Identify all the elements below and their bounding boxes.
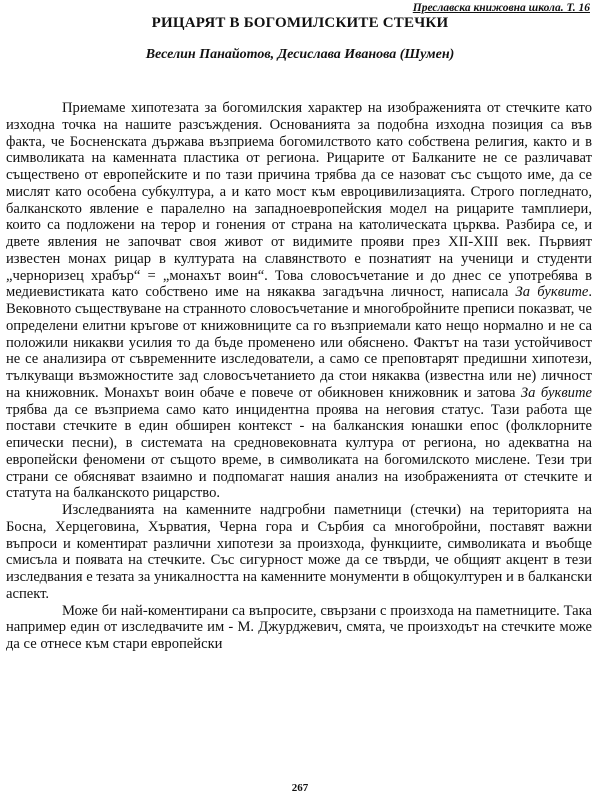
paragraph-text: Приемаме хипотезата за богомилския характер на изображенията от стечките като изходна точка на нашите разсъждения. Основанията за подобна изходна позиция са във факта, че Босненската държава възприема богомилството като собствена религия, както и в символиката на каменната пластика от региона. Рицарите от Балканите не се различават съществено от европейските и по тази причина трябва да се назоват със същото име, да се мислят като особена субкултура, а и като мост към евроцивилизацията. Строго погледнато, балканското явление е паралелно на западноевропейския модел на рицарите тамплиери, които са подложени на терор и гонения от страна на католическата църква. Разбира се, и двете явления не започват своя живот от видимите прояви през XII-XIII век. Първият известен монах рицар в културата на славянството е познатият на ученици и студенти „черноризец храбър“ = „монахът вoин“. Това словосъчетание и до днес се употребява в медиевистиката като собствено име на някаква загадъчна личност, написала [6, 100, 592, 301]
article-authors: Веселин Панайотов, Десислава Иванова (Шумен) [145, 47, 455, 62]
page-number: 267 [291, 782, 309, 794]
article-title: РИЦАРЯТ В БОГОМИЛСКИТЕ СТЕЧКИ [151, 15, 449, 31]
body-paragraph-3: Може би най-коментирани са въпросите, свързани с произхода на паметниците. Така например един от изследвачите им - М. Джурджевич, смята, че произходът на стечките може да се отнесе към стари европейски [6, 602, 592, 652]
paragraph-text: . Вековното съществуване на странното словосъчетание и многобройните преписи показват, че определени елитни кръгове от книжовниците са го възприемали като нещо нормално и не са положили никакви усилия то да бъде променено или обяснено. Фактът на тази устойчивост не се анализира от съвременните изследователи, а само се преповтарят предишни хипотези, тълкуващи възможностите зад словосъчетанието да стои някаква (известна или не) личност на книжовник. Монахът вoин обаче е повече от обикновен книжовник и затова [6, 284, 593, 401]
article-body [6, 100, 592, 653]
body-paragraph-1 [6, 100, 592, 502]
book-title-italic: За буквите [515, 284, 589, 301]
running-header: Преславска книжовна школа. Т. 16 [412, 2, 590, 14]
paragraph-text: трябва да се възприема само като инцидентна проява на неговия статус. Тази работа ще постави стечките в един обширен контекст - на балканския юнашки епос (фолклорните епически песни), в системата на средновековната култура от региона, но адекватна на европейски феномени от същото време, в символиката на богомилското мислене. Тези три страни се обясняват взаимно и подпомагат нашия анализ на изображенията от стечките и статута на балканското рицарство. [6, 401, 592, 502]
body-paragraph-2: Изследванията на каменните надгробни паметници (стечки) на територията на Босна, Херцеговина, Хърватия, Черна гора и Сърбия са многобройни, поставят важни въпроси и коментират различни хипотези за произхода, функциите, символиката и въобще смисъла и появата на стечките. Със сигурност може да се твърди, че общият акцент в тези изследвания е тезата за уникалността на каменните монументи в общокултурен и в балкански аспект. [6, 502, 592, 602]
book-title-italic: За буквите [520, 384, 592, 401]
